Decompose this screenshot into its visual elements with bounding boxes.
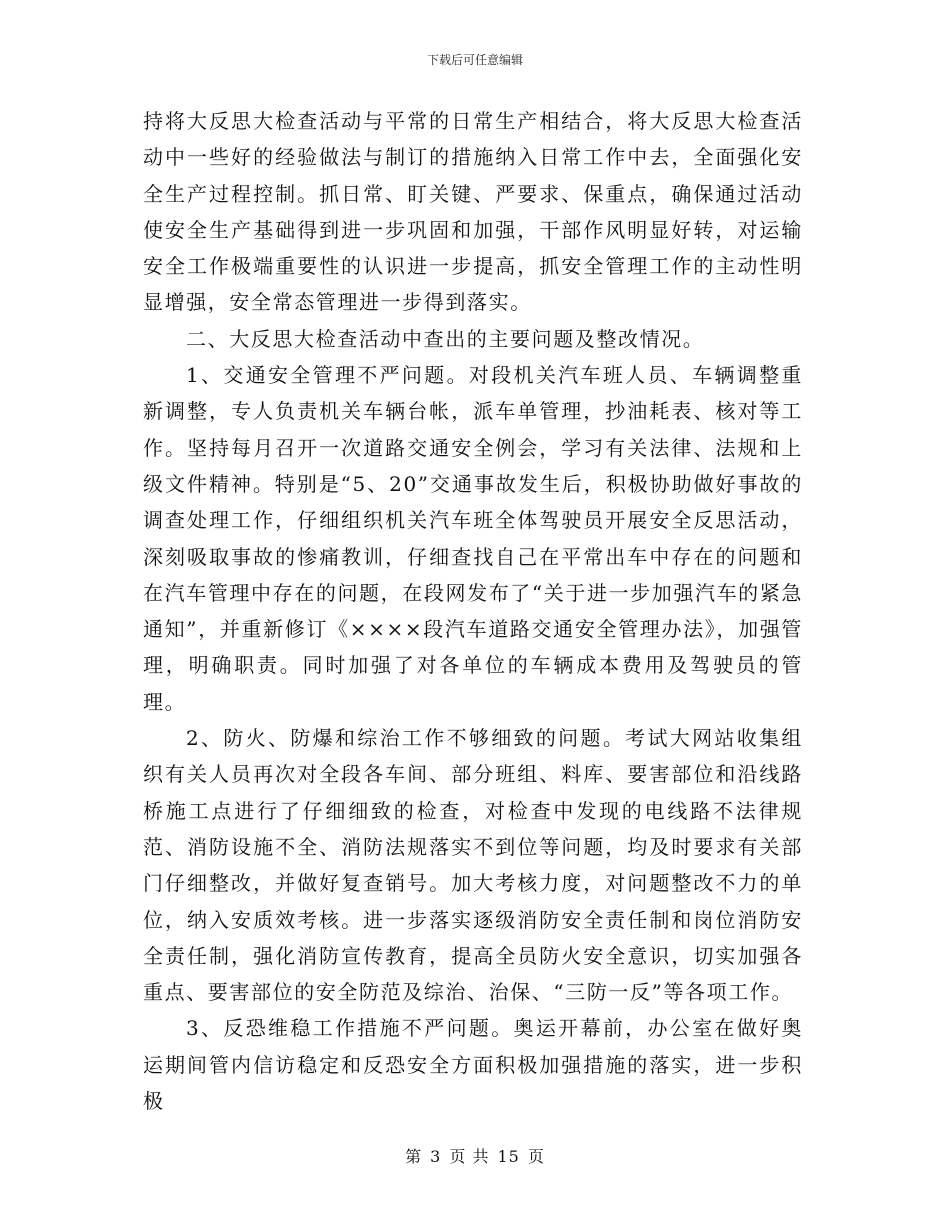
footer-middle: 页 共 — [449, 1147, 490, 1166]
paragraph-continuation: 持将大反思大检查活动与平常的日常生产相结合，将大反思大检查活动中一些好的经验做法与制订的措施纳入日常工作中去，全面强化安全生产过程控制。抓日常、盯关键、严要求、保重点，确保通过活动使安全生产基础得到进一步巩固和加强，干部作风明显好转，对运输安全工作极端重要性的认识进一步提高，抓安全管理工作的主动性明显增强，安全常态管理进一步得到落实。 — [143, 109, 803, 315]
document-body — [143, 103, 803, 1119]
total-pages-number: 15 — [497, 1147, 520, 1166]
section-heading-2: 二、大反思大检查活动中查出的主要问题及整改情况。 — [186, 326, 705, 351]
footer-prefix: 第 — [405, 1147, 423, 1166]
paragraph-item-2: 2、防火、防爆和综治工作不够细致的问题。考试大网站收集组织有关人员再次对全段各车间、部分班组、料库、要害部位和沿线路桥施工点进行了仔细细致的检查，对检查中发现的电线路不法律规范、消防设施不全、消防法规落实不到位等问题，均及时要求有关部门仔细整改，并做好复查销号。加大考核力度，对问题整改不力的单位，纳入安质效考核。进一步落实逐级消防安全责任制和岗位消防安全责任制，强化消防宣传教育，提高全员防火安全意识，切实加强各重点、要害部位的安全防范及综治、治保、“三防一反”等各项工作。 — [143, 726, 803, 1005]
page-header: 下载后可任意编辑 — [426, 53, 523, 67]
page-footer — [0, 1146, 950, 1168]
paragraph-item-1: 1、交通安全管理不严问题。对段机关汽车班人员、车辆调整重新调整，专人负责机关车辆台帐，派车单管理，抄油耗表、核对等工作。坚持每月召开一次道路交通安全例会，学习有关法律、法规和上级文件精神。特别是“5、20”交通事故发生后，积极协助做好事故的调查处理工作，仔细组织机关汽车班全体驾驶员开展安全反思活动，深刻吸取事故的惨痛教训，仔细查找自己在平常出车中存在的问题和在汽车管理中存在的问题，在段网发布了“关于进一步加强汽车的紧急通知”，并重新修订《××××段汽车道路交通安全管理办法》，加强管理，明确职责。同时加强了对各单位的车辆成本费用及驾驶员的管理。 — [143, 363, 803, 714]
paragraph-item-3: 3、反恐维稳工作措施不严问题。奥运开幕前，办公室在做好奥运期间管内信访稳定和反恐安全方面积极加强措施的落实，进一步积极 — [143, 1016, 803, 1114]
footer-suffix: 页 — [527, 1147, 545, 1166]
current-page-number: 3 — [430, 1147, 442, 1166]
